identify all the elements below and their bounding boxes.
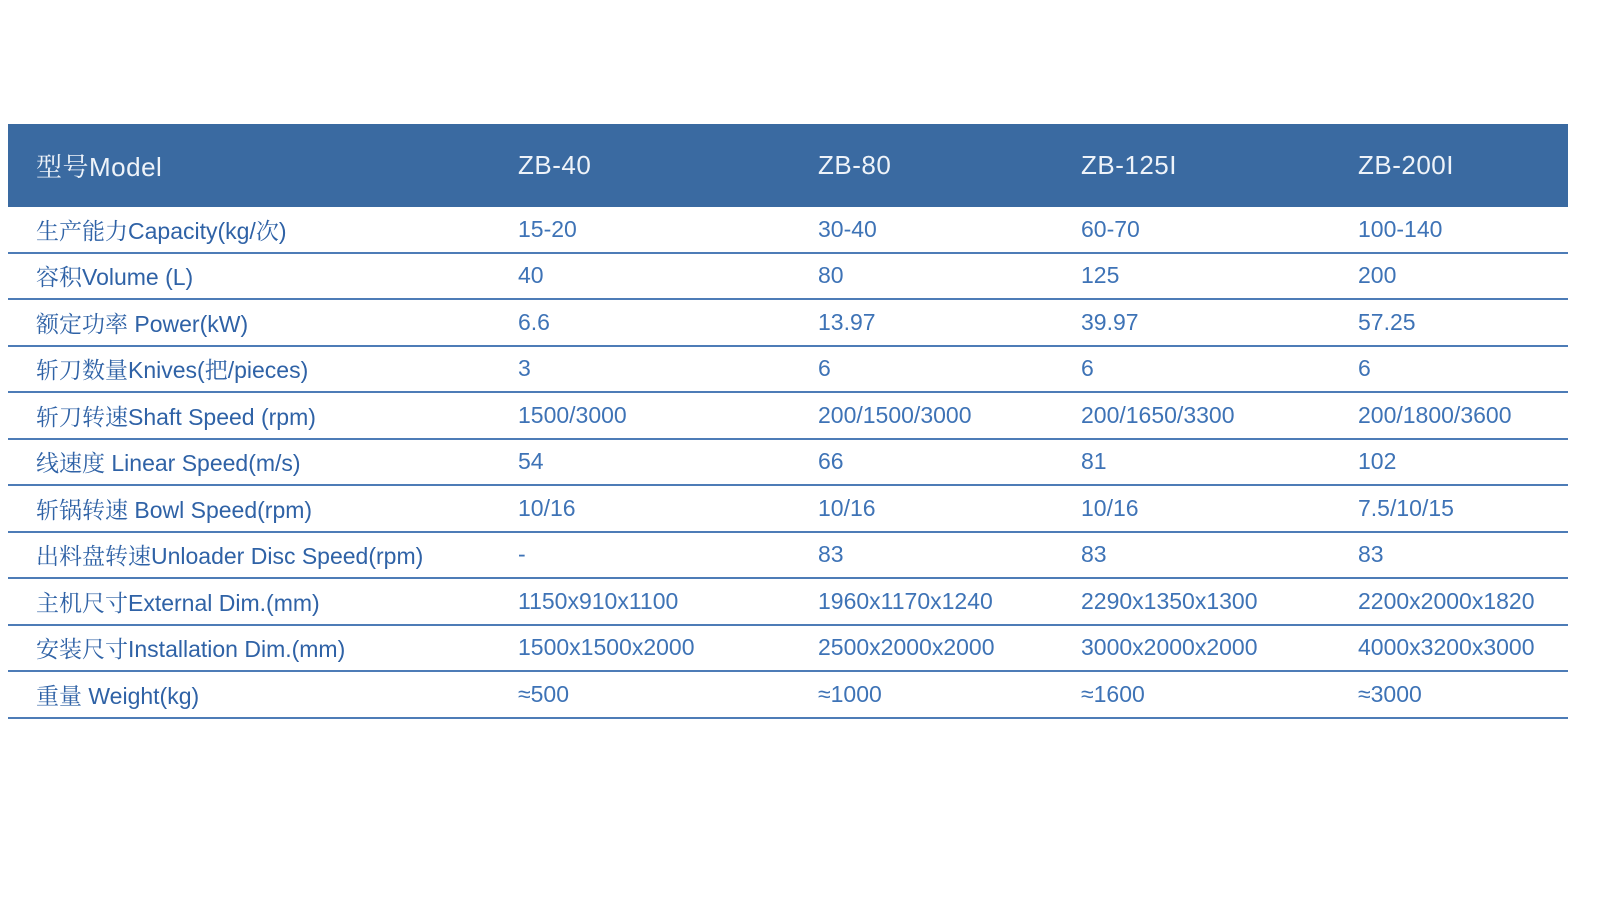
header-col-zb80: ZB-80 — [818, 150, 892, 180]
spec-cell: 3 — [518, 355, 531, 382]
table-row-external-dim — [8, 579, 1568, 626]
spec-cell: 1500/3000 — [518, 401, 627, 428]
spec-cell: ≈3000 — [1358, 680, 1422, 707]
spec-cell: 10/16 — [1081, 494, 1139, 521]
spec-cell: 1500x1500x2000 — [518, 634, 695, 661]
spec-cell: 30-40 — [818, 215, 877, 242]
spec-cell: 6 — [1081, 355, 1094, 382]
spec-cell: 57.25 — [1358, 308, 1416, 335]
spec-cell: - — [518, 541, 526, 568]
spec-cell: 40 — [518, 262, 544, 289]
spec-cell: 6.6 — [518, 308, 550, 335]
spec-cell: 54 — [518, 448, 544, 475]
spec-cell: 200/1650/3300 — [1081, 401, 1235, 428]
spec-cell: ≈500 — [518, 680, 569, 707]
spec-cell: 6 — [818, 355, 831, 382]
spec-cell: 83 — [818, 541, 844, 568]
row-label: 容积Volume (L) — [36, 264, 194, 291]
row-label: 线速度 Linear Speed(m/s) — [36, 450, 301, 477]
table-row-capacity — [8, 207, 1568, 254]
table-row-power — [8, 300, 1568, 347]
table-row-linear-speed — [8, 440, 1568, 487]
spec-cell: 83 — [1358, 541, 1384, 568]
spec-cell: 15-20 — [518, 215, 577, 242]
spec-cell: 6 — [1358, 355, 1371, 382]
table-row-knives — [8, 347, 1568, 394]
table-row-shaft-speed — [8, 393, 1568, 440]
spec-cell: 200/1500/3000 — [818, 401, 972, 428]
table-row-installation-dim — [8, 626, 1568, 673]
spec-cell: 83 — [1081, 541, 1107, 568]
header-col-zb125i: ZB-125I — [1081, 150, 1177, 180]
spec-cell: 66 — [818, 448, 844, 475]
spec-cell: 102 — [1358, 448, 1397, 475]
spec-cell: 7.5/10/15 — [1358, 494, 1454, 521]
header-col-zb40: ZB-40 — [518, 150, 592, 180]
spec-cell: 2200x2000x1820 — [1358, 587, 1535, 614]
header-col-zb200i: ZB-200I — [1358, 150, 1454, 180]
spec-cell: 2500x2000x2000 — [818, 634, 995, 661]
table-row-volume — [8, 254, 1568, 301]
spec-cell: 3000x2000x2000 — [1081, 634, 1258, 661]
table-row-unloader-disc-speed — [8, 533, 1568, 580]
spec-cell: 2290x1350x1300 — [1081, 587, 1258, 614]
row-label: 额定功率 Power(kW) — [36, 310, 249, 337]
spec-cell: 39.97 — [1081, 308, 1139, 335]
spec-table — [8, 124, 1568, 719]
spec-cell: 4000x3200x3000 — [1358, 634, 1535, 661]
spec-cell: ≈1000 — [818, 680, 882, 707]
spec-cell: 80 — [818, 262, 844, 289]
spec-cell: 13.97 — [818, 308, 876, 335]
spec-cell: 10/16 — [518, 494, 576, 521]
row-label: 斩刀转速Shaft Speed (rpm) — [36, 403, 316, 430]
row-label: 生产能力Capacity(kg/次) — [36, 217, 287, 244]
row-label: 出料盘转速Unloader Disc Speed(rpm) — [36, 543, 424, 570]
table-header-row — [8, 124, 1568, 207]
spec-cell: 200 — [1358, 262, 1397, 289]
spec-cell: 10/16 — [818, 494, 876, 521]
spec-cell: 1960x1170x1240 — [818, 587, 993, 614]
header-model-label: 型号Model — [36, 152, 163, 182]
table-row-weight — [8, 672, 1568, 719]
spec-cell: 81 — [1081, 448, 1107, 475]
spec-cell: 100-140 — [1358, 215, 1443, 242]
spec-cell: 200/1800/3600 — [1358, 401, 1512, 428]
row-label: 斩锅转速 Bowl Speed(rpm) — [36, 496, 313, 523]
row-label: 主机尺寸External Dim.(mm) — [36, 589, 320, 616]
spec-cell: ≈1600 — [1081, 680, 1145, 707]
table-row-bowl-speed — [8, 486, 1568, 533]
spec-cell: 125 — [1081, 262, 1120, 289]
spec-cell: 1150x910x1100 — [518, 587, 679, 614]
row-label: 安装尺寸Installation Dim.(mm) — [36, 636, 346, 663]
spec-cell: 60-70 — [1081, 215, 1140, 242]
row-label: 重量 Weight(kg) — [36, 682, 200, 709]
row-label: 斩刀数量Knives(把/pieces) — [36, 357, 309, 384]
